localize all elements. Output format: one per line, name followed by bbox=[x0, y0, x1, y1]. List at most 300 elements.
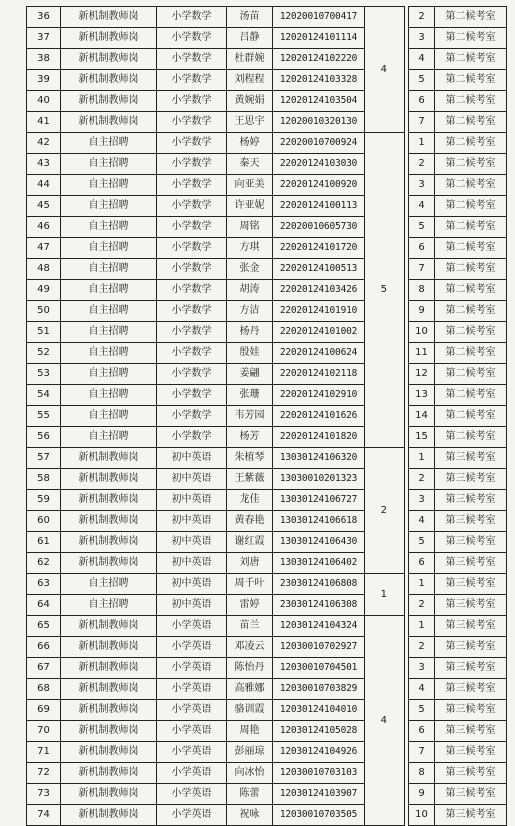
position-type-cell: 自主招聘 bbox=[61, 595, 157, 616]
exam-number-cell: 13030124106402 bbox=[273, 553, 365, 574]
waiting-room-cell: 第二候考室 bbox=[435, 301, 507, 322]
sequence-cell: 6 bbox=[409, 238, 435, 259]
exam-number-cell: 22020124102910 bbox=[273, 385, 365, 406]
position-type-cell: 自主招聘 bbox=[61, 385, 157, 406]
sequence-cell: 2 bbox=[409, 469, 435, 490]
table-row bbox=[27, 784, 365, 805]
table-row bbox=[27, 721, 365, 742]
candidate-name-cell: 苗兰 bbox=[227, 616, 273, 637]
sequence-cell: 15 bbox=[409, 427, 435, 448]
room-row bbox=[409, 280, 507, 301]
position-type-cell: 新机制教师岗 bbox=[61, 784, 157, 805]
position-type-cell: 自主招聘 bbox=[61, 133, 157, 154]
waiting-room-cell: 第二候考室 bbox=[435, 133, 507, 154]
sequence-cell: 14 bbox=[409, 406, 435, 427]
waiting-room-cell: 第二候考室 bbox=[435, 364, 507, 385]
sequence-cell: 8 bbox=[409, 763, 435, 784]
room-row bbox=[409, 679, 507, 700]
table-row bbox=[27, 154, 365, 175]
room-row bbox=[409, 637, 507, 658]
waiting-room-cell: 第二候考室 bbox=[435, 238, 507, 259]
row-number-cell: 48 bbox=[27, 259, 61, 280]
room-row bbox=[409, 532, 507, 553]
subject-cell: 小学数学 bbox=[157, 196, 227, 217]
exam-number-cell: 22020124103426 bbox=[273, 280, 365, 301]
row-number-cell: 47 bbox=[27, 238, 61, 259]
position-type-cell: 新机制教师岗 bbox=[61, 721, 157, 742]
room-row bbox=[409, 322, 507, 343]
subject-cell: 小学英语 bbox=[157, 679, 227, 700]
row-number-cell: 40 bbox=[27, 91, 61, 112]
subject-cell: 小学数学 bbox=[157, 259, 227, 280]
sequence-cell: 12 bbox=[409, 364, 435, 385]
room-row bbox=[409, 7, 507, 28]
candidate-name-cell: 彭丽琼 bbox=[227, 742, 273, 763]
waiting-room-cell: 第二候考室 bbox=[435, 112, 507, 133]
room-row bbox=[409, 175, 507, 196]
candidate-name-cell: 许亚妮 bbox=[227, 196, 273, 217]
candidate-name-cell: 邓凌云 bbox=[227, 637, 273, 658]
table-row bbox=[27, 343, 365, 364]
table-row bbox=[27, 133, 365, 154]
exam-number-cell: 23030124106808 bbox=[273, 574, 365, 595]
candidate-name-cell: 杨婷 bbox=[227, 133, 273, 154]
exam-number-cell: 12030010702927 bbox=[273, 637, 365, 658]
exam-number-cell: 12030124104324 bbox=[273, 616, 365, 637]
exam-number-cell: 13030124106727 bbox=[273, 490, 365, 511]
position-type-cell: 自主招聘 bbox=[61, 406, 157, 427]
row-number-cell: 44 bbox=[27, 175, 61, 196]
subject-cell: 小学英语 bbox=[157, 658, 227, 679]
sequence-cell: 2 bbox=[409, 7, 435, 28]
exam-number-cell: 22020124101820 bbox=[273, 427, 365, 448]
subject-cell: 初中英语 bbox=[157, 511, 227, 532]
exam-number-cell: 22020124103030 bbox=[273, 154, 365, 175]
candidate-name-cell: 骆训霞 bbox=[227, 700, 273, 721]
exam-number-cell: 12030010703103 bbox=[273, 763, 365, 784]
candidate-name-cell: 朱植琴 bbox=[227, 448, 273, 469]
candidate-name-cell: 雷婷 bbox=[227, 595, 273, 616]
sequence-cell: 3 bbox=[409, 490, 435, 511]
room-row bbox=[409, 364, 507, 385]
subject-cell: 小学数学 bbox=[157, 343, 227, 364]
room-row bbox=[409, 553, 507, 574]
room-row bbox=[409, 700, 507, 721]
candidate-name-cell: 方琪 bbox=[227, 238, 273, 259]
candidate-name-cell: 胡涛 bbox=[227, 280, 273, 301]
exam-number-cell: 23030124106308 bbox=[273, 595, 365, 616]
group-column-body bbox=[364, 7, 404, 826]
table-row bbox=[27, 238, 365, 259]
waiting-room-cell: 第二候考室 bbox=[435, 154, 507, 175]
room-row bbox=[409, 91, 507, 112]
subject-cell: 小学英语 bbox=[157, 616, 227, 637]
room-row bbox=[409, 448, 507, 469]
waiting-room-cell: 第三候考室 bbox=[435, 595, 507, 616]
row-number-cell: 69 bbox=[27, 700, 61, 721]
subject-cell: 初中英语 bbox=[157, 490, 227, 511]
table-row bbox=[27, 805, 365, 826]
subject-cell: 小学数学 bbox=[157, 406, 227, 427]
exam-number-cell: 12020124103504 bbox=[273, 91, 365, 112]
candidate-name-cell: 杨丹 bbox=[227, 322, 273, 343]
position-type-cell: 自主招聘 bbox=[61, 175, 157, 196]
candidate-name-cell: 刘程程 bbox=[227, 70, 273, 91]
room-row bbox=[409, 658, 507, 679]
sequence-cell: 10 bbox=[409, 805, 435, 826]
row-number-cell: 74 bbox=[27, 805, 61, 826]
candidate-name-cell: 张金 bbox=[227, 259, 273, 280]
waiting-room-cell: 第二候考室 bbox=[435, 175, 507, 196]
waiting-room-cell: 第三候考室 bbox=[435, 574, 507, 595]
waiting-room-table-body bbox=[409, 7, 507, 826]
row-number-cell: 67 bbox=[27, 658, 61, 679]
row-number-cell: 53 bbox=[27, 364, 61, 385]
sequence-cell: 2 bbox=[409, 637, 435, 658]
waiting-room-cell: 第二候考室 bbox=[435, 196, 507, 217]
room-row bbox=[409, 301, 507, 322]
subject-cell: 小学数学 bbox=[157, 28, 227, 49]
subject-cell: 小学英语 bbox=[157, 784, 227, 805]
candidate-name-cell: 张珊 bbox=[227, 385, 273, 406]
table-row bbox=[27, 196, 365, 217]
table-row bbox=[27, 532, 365, 553]
waiting-room-cell: 第二候考室 bbox=[435, 49, 507, 70]
position-type-cell: 新机制教师岗 bbox=[61, 658, 157, 679]
exam-number-cell: 13030010201323 bbox=[273, 469, 365, 490]
exam-number-cell: 22020124102118 bbox=[273, 364, 365, 385]
exam-number-cell: 12020124102220 bbox=[273, 49, 365, 70]
row-number-cell: 36 bbox=[27, 7, 61, 28]
candidate-table bbox=[26, 6, 365, 826]
row-number-cell: 45 bbox=[27, 196, 61, 217]
sequence-cell: 5 bbox=[409, 532, 435, 553]
position-type-cell: 新机制教师岗 bbox=[61, 70, 157, 91]
waiting-room-cell: 第二候考室 bbox=[435, 91, 507, 112]
row-number-cell: 70 bbox=[27, 721, 61, 742]
candidate-name-cell: 高雅娜 bbox=[227, 679, 273, 700]
sequence-cell: 6 bbox=[409, 91, 435, 112]
waiting-room-table bbox=[408, 6, 507, 826]
position-type-cell: 新机制教师岗 bbox=[61, 805, 157, 826]
subject-cell: 小学数学 bbox=[157, 280, 227, 301]
sequence-cell: 2 bbox=[409, 154, 435, 175]
subject-cell: 小学数学 bbox=[157, 175, 227, 196]
table-row bbox=[27, 7, 365, 28]
row-number-cell: 37 bbox=[27, 28, 61, 49]
position-type-cell: 新机制教师岗 bbox=[61, 91, 157, 112]
row-number-cell: 49 bbox=[27, 280, 61, 301]
exam-number-cell: 22020124100920 bbox=[273, 175, 365, 196]
sequence-cell: 6 bbox=[409, 721, 435, 742]
room-row bbox=[409, 595, 507, 616]
candidate-name-cell: 姜翩 bbox=[227, 364, 273, 385]
table-row bbox=[27, 280, 365, 301]
room-row bbox=[409, 238, 507, 259]
table-row bbox=[27, 385, 365, 406]
waiting-room-cell: 第三候考室 bbox=[435, 658, 507, 679]
group-number-cell: 2 bbox=[364, 448, 404, 574]
candidate-name-cell: 周艳 bbox=[227, 721, 273, 742]
sequence-cell: 6 bbox=[409, 553, 435, 574]
sequence-cell: 5 bbox=[409, 700, 435, 721]
exam-number-cell: 12030010703829 bbox=[273, 679, 365, 700]
row-number-cell: 52 bbox=[27, 343, 61, 364]
group-number-cell: 1 bbox=[364, 574, 404, 616]
position-type-cell: 新机制教师岗 bbox=[61, 553, 157, 574]
position-type-cell: 新机制教师岗 bbox=[61, 679, 157, 700]
candidate-name-cell: 向冰怡 bbox=[227, 763, 273, 784]
position-type-cell: 新机制教师岗 bbox=[61, 616, 157, 637]
exam-number-cell: 12030124103907 bbox=[273, 784, 365, 805]
position-type-cell: 自主招聘 bbox=[61, 238, 157, 259]
candidate-name-cell: 龙佳 bbox=[227, 490, 273, 511]
waiting-room-cell: 第三候考室 bbox=[435, 721, 507, 742]
subject-cell: 小学英语 bbox=[157, 742, 227, 763]
table-row bbox=[27, 217, 365, 238]
room-row bbox=[409, 259, 507, 280]
table-row bbox=[27, 28, 365, 49]
position-type-cell: 新机制教师岗 bbox=[61, 469, 157, 490]
subject-cell: 小学数学 bbox=[157, 238, 227, 259]
position-type-cell: 新机制教师岗 bbox=[61, 700, 157, 721]
position-type-cell: 新机制教师岗 bbox=[61, 511, 157, 532]
table-row bbox=[27, 175, 365, 196]
row-number-cell: 63 bbox=[27, 574, 61, 595]
candidate-name-cell: 周千叶 bbox=[227, 574, 273, 595]
room-row bbox=[409, 805, 507, 826]
room-row bbox=[409, 406, 507, 427]
position-type-cell: 自主招聘 bbox=[61, 259, 157, 280]
room-row bbox=[409, 154, 507, 175]
position-type-cell: 新机制教师岗 bbox=[61, 49, 157, 70]
subject-cell: 小学数学 bbox=[157, 364, 227, 385]
waiting-room-cell: 第二候考室 bbox=[435, 385, 507, 406]
waiting-room-cell: 第三候考室 bbox=[435, 763, 507, 784]
group-number-cell: 4 bbox=[364, 7, 404, 133]
waiting-room-cell: 第二候考室 bbox=[435, 259, 507, 280]
sequence-cell: 8 bbox=[409, 280, 435, 301]
room-row bbox=[409, 217, 507, 238]
exam-number-cell: 12030124104010 bbox=[273, 700, 365, 721]
row-number-cell: 72 bbox=[27, 763, 61, 784]
position-type-cell: 新机制教师岗 bbox=[61, 742, 157, 763]
subject-cell: 初中英语 bbox=[157, 553, 227, 574]
row-number-cell: 71 bbox=[27, 742, 61, 763]
position-type-cell: 新机制教师岗 bbox=[61, 490, 157, 511]
waiting-room-cell: 第二候考室 bbox=[435, 28, 507, 49]
room-row bbox=[409, 763, 507, 784]
candidate-name-cell: 周铭 bbox=[227, 217, 273, 238]
sequence-cell: 1 bbox=[409, 448, 435, 469]
candidate-name-cell: 杨芳 bbox=[227, 427, 273, 448]
position-type-cell: 自主招聘 bbox=[61, 322, 157, 343]
room-row bbox=[409, 343, 507, 364]
candidate-name-cell: 方洁 bbox=[227, 301, 273, 322]
group-number-cell: 5 bbox=[364, 133, 404, 448]
candidate-name-cell: 王思宇 bbox=[227, 112, 273, 133]
room-row bbox=[409, 427, 507, 448]
waiting-room-cell: 第二候考室 bbox=[435, 280, 507, 301]
row-number-cell: 38 bbox=[27, 49, 61, 70]
table-row bbox=[27, 448, 365, 469]
subject-cell: 小学数学 bbox=[157, 49, 227, 70]
sequence-cell: 2 bbox=[409, 595, 435, 616]
row-number-cell: 68 bbox=[27, 679, 61, 700]
exam-number-cell: 22020124100513 bbox=[273, 259, 365, 280]
row-number-cell: 62 bbox=[27, 553, 61, 574]
subject-cell: 小学数学 bbox=[157, 91, 227, 112]
table-row bbox=[27, 742, 365, 763]
exam-number-cell: 22020010700924 bbox=[273, 133, 365, 154]
waiting-room-cell: 第三候考室 bbox=[435, 700, 507, 721]
sequence-cell: 9 bbox=[409, 784, 435, 805]
subject-cell: 小学数学 bbox=[157, 322, 227, 343]
waiting-room-cell: 第三候考室 bbox=[435, 616, 507, 637]
subject-cell: 小学数学 bbox=[157, 154, 227, 175]
room-row bbox=[409, 784, 507, 805]
subject-cell: 小学数学 bbox=[157, 385, 227, 406]
waiting-room-cell: 第三候考室 bbox=[435, 742, 507, 763]
row-number-cell: 57 bbox=[27, 448, 61, 469]
exam-number-cell: 12020010320130 bbox=[273, 112, 365, 133]
waiting-room-cell: 第二候考室 bbox=[435, 322, 507, 343]
sequence-cell: 4 bbox=[409, 49, 435, 70]
table-row bbox=[27, 679, 365, 700]
row-number-cell: 50 bbox=[27, 301, 61, 322]
table-row bbox=[27, 322, 365, 343]
candidate-name-cell: 陈怡丹 bbox=[227, 658, 273, 679]
position-type-cell: 自主招聘 bbox=[61, 343, 157, 364]
room-row bbox=[409, 28, 507, 49]
sequence-cell: 4 bbox=[409, 511, 435, 532]
position-type-cell: 自主招聘 bbox=[61, 280, 157, 301]
table-row bbox=[27, 70, 365, 91]
sequence-cell: 7 bbox=[409, 112, 435, 133]
position-type-cell: 新机制教师岗 bbox=[61, 763, 157, 784]
position-type-cell: 新机制教师岗 bbox=[61, 7, 157, 28]
exam-number-cell: 22020124101626 bbox=[273, 406, 365, 427]
sequence-cell: 9 bbox=[409, 301, 435, 322]
sequence-cell: 5 bbox=[409, 217, 435, 238]
waiting-room-cell: 第二候考室 bbox=[435, 343, 507, 364]
candidate-table-body bbox=[27, 7, 365, 826]
exam-number-cell: 12030124105028 bbox=[273, 721, 365, 742]
exam-number-cell: 22020124100113 bbox=[273, 196, 365, 217]
table-row bbox=[27, 574, 365, 595]
position-type-cell: 新机制教师岗 bbox=[61, 448, 157, 469]
waiting-room-cell: 第三候考室 bbox=[435, 553, 507, 574]
exam-number-cell: 12030010704501 bbox=[273, 658, 365, 679]
subject-cell: 初中英语 bbox=[157, 532, 227, 553]
subject-cell: 小学数学 bbox=[157, 133, 227, 154]
position-type-cell: 自主招聘 bbox=[61, 154, 157, 175]
row-number-cell: 65 bbox=[27, 616, 61, 637]
row-number-cell: 66 bbox=[27, 637, 61, 658]
sequence-cell: 3 bbox=[409, 28, 435, 49]
waiting-room-cell: 第二候考室 bbox=[435, 7, 507, 28]
row-number-cell: 46 bbox=[27, 217, 61, 238]
waiting-room-cell: 第二候考室 bbox=[435, 427, 507, 448]
table-row bbox=[27, 616, 365, 637]
candidate-name-cell: 谢红霞 bbox=[227, 532, 273, 553]
room-row bbox=[409, 385, 507, 406]
row-number-cell: 51 bbox=[27, 322, 61, 343]
subject-cell: 小学数学 bbox=[157, 427, 227, 448]
position-type-cell: 新机制教师岗 bbox=[61, 532, 157, 553]
row-number-cell: 73 bbox=[27, 784, 61, 805]
candidate-name-cell: 王紫薇 bbox=[227, 469, 273, 490]
exam-number-cell: 22020010605730 bbox=[273, 217, 365, 238]
subject-cell: 初中英语 bbox=[157, 574, 227, 595]
position-type-cell: 自主招聘 bbox=[61, 364, 157, 385]
subject-cell: 初中英语 bbox=[157, 469, 227, 490]
table-row bbox=[27, 259, 365, 280]
candidate-name-cell: 秦天 bbox=[227, 154, 273, 175]
table-row bbox=[27, 112, 365, 133]
position-type-cell: 新机制教师岗 bbox=[61, 28, 157, 49]
sequence-cell: 4 bbox=[409, 196, 435, 217]
exam-number-cell: 12030124104926 bbox=[273, 742, 365, 763]
exam-number-cell: 22020124101910 bbox=[273, 301, 365, 322]
exam-number-cell: 22020124100624 bbox=[273, 343, 365, 364]
exam-number-cell: 22020124101720 bbox=[273, 238, 365, 259]
row-number-cell: 41 bbox=[27, 112, 61, 133]
waiting-room-cell: 第三候考室 bbox=[435, 637, 507, 658]
table-row bbox=[27, 427, 365, 448]
sequence-cell: 10 bbox=[409, 322, 435, 343]
exam-number-cell: 13030124106430 bbox=[273, 532, 365, 553]
room-row bbox=[409, 469, 507, 490]
table-row bbox=[27, 301, 365, 322]
subject-cell: 小学英语 bbox=[157, 721, 227, 742]
sequence-cell: 7 bbox=[409, 259, 435, 280]
waiting-room-cell: 第二候考室 bbox=[435, 70, 507, 91]
candidate-name-cell: 黄婉娟 bbox=[227, 91, 273, 112]
subject-cell: 小学英语 bbox=[157, 763, 227, 784]
sequence-cell: 11 bbox=[409, 343, 435, 364]
sequence-cell: 4 bbox=[409, 679, 435, 700]
subject-cell: 小学数学 bbox=[157, 301, 227, 322]
row-number-cell: 39 bbox=[27, 70, 61, 91]
waiting-room-cell: 第三候考室 bbox=[435, 532, 507, 553]
exam-number-cell: 22020124101002 bbox=[273, 322, 365, 343]
candidate-name-cell: 吕静 bbox=[227, 28, 273, 49]
row-number-cell: 43 bbox=[27, 154, 61, 175]
row-number-cell: 59 bbox=[27, 490, 61, 511]
room-row bbox=[409, 742, 507, 763]
table-row bbox=[27, 364, 365, 385]
sequence-cell: 3 bbox=[409, 658, 435, 679]
waiting-room-cell: 第三候考室 bbox=[435, 490, 507, 511]
room-row bbox=[409, 112, 507, 133]
sequence-cell: 7 bbox=[409, 742, 435, 763]
position-type-cell: 新机制教师岗 bbox=[61, 112, 157, 133]
waiting-room-cell: 第三候考室 bbox=[435, 784, 507, 805]
waiting-room-cell: 第三候考室 bbox=[435, 469, 507, 490]
position-type-cell: 新机制教师岗 bbox=[61, 637, 157, 658]
candidate-name-cell: 杜群婉 bbox=[227, 49, 273, 70]
row-number-cell: 56 bbox=[27, 427, 61, 448]
sequence-cell: 3 bbox=[409, 175, 435, 196]
sequence-cell: 1 bbox=[409, 616, 435, 637]
table-row bbox=[27, 553, 365, 574]
room-row bbox=[409, 616, 507, 637]
room-row bbox=[409, 574, 507, 595]
exam-number-cell: 13030124106320 bbox=[273, 448, 365, 469]
candidate-name-cell: 祝咏 bbox=[227, 805, 273, 826]
room-row bbox=[409, 70, 507, 91]
